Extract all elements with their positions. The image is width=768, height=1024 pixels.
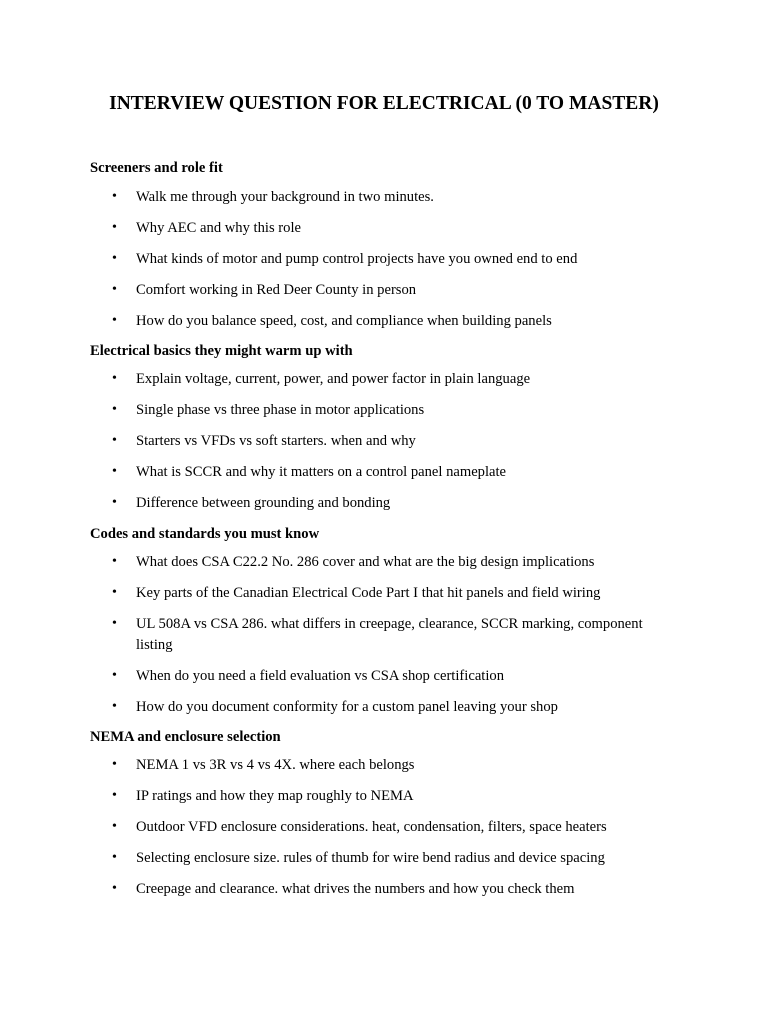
bullet-icon: • — [112, 850, 117, 866]
list-item-text: Difference between grounding and bonding — [136, 495, 391, 512]
list-item — [90, 552, 678, 573]
list-item-text: Key parts of the Canadian Electrical Code Part I that hit panels and field wiring — [136, 585, 601, 602]
list-item-text: Walk me through your background in two minutes. — [136, 188, 434, 205]
bullet-list — [90, 369, 678, 514]
list-item — [90, 280, 678, 301]
bullet-icon: • — [112, 698, 117, 714]
list-item-text: Selecting enclosure size. rules of thumb for wire bend radius and device spacing — [136, 850, 605, 867]
bullet-icon: • — [112, 585, 117, 601]
bullet-icon: • — [112, 757, 117, 773]
list-item-text: Explain voltage, current, power, and power factor in plain language — [136, 371, 531, 388]
sections-container — [90, 159, 678, 899]
list-item — [90, 614, 678, 655]
bullet-icon: • — [112, 495, 117, 511]
bullet-icon: • — [112, 219, 117, 235]
bullet-icon: • — [112, 667, 117, 683]
list-item — [90, 311, 678, 332]
bullet-list — [90, 552, 678, 717]
section-heading: Codes and standards you must know — [90, 525, 320, 542]
list-item — [90, 400, 678, 421]
bullet-icon: • — [112, 554, 117, 570]
list-item — [90, 879, 678, 900]
list-item — [90, 755, 678, 776]
list-item — [90, 786, 678, 807]
bullet-list — [90, 187, 678, 332]
list-item-text: What kinds of motor and pump control projects have you owned end to end — [136, 250, 578, 267]
list-item — [90, 583, 678, 604]
list-item-text: IP ratings and how they map roughly to NEMA — [136, 788, 414, 805]
document-title: INTERVIEW QUESTION FOR ELECTRICAL (0 TO MASTER) — [109, 93, 659, 114]
bullet-icon: • — [112, 464, 117, 480]
section-heading: Screeners and role fit — [90, 160, 223, 177]
bullet-icon: • — [112, 371, 117, 387]
bullet-icon: • — [112, 819, 117, 835]
bullet-list — [90, 755, 678, 900]
section-heading: Electrical basics they might warm up with — [90, 343, 353, 360]
bullet-icon: • — [112, 281, 117, 297]
list-item-text: Comfort working in Red Deer County in person — [136, 281, 417, 298]
list-item-text: NEMA 1 vs 3R vs 4 vs 4X. where each belongs — [136, 757, 415, 774]
list-item-text: What is SCCR and why it matters on a control panel nameplate — [136, 464, 507, 481]
list-item-text: Starters vs VFDs vs soft starters. when and why — [136, 433, 416, 450]
list-item — [90, 817, 678, 838]
list-item-text: How do you balance speed, cost, and compliance when building panels — [136, 312, 552, 329]
list-item-text: How do you document conformity for a custom panel leaving your shop — [136, 698, 558, 715]
list-item — [90, 493, 678, 514]
bullet-icon: • — [112, 881, 117, 897]
list-item-text: Why AEC and why this role — [136, 219, 301, 236]
list-item — [90, 218, 678, 239]
list-item-text: Creepage and clearance. what drives the numbers and how you check them — [136, 881, 575, 898]
bullet-icon: • — [112, 188, 117, 204]
list-item-text: What does CSA C22.2 No. 286 cover and what are the big design implications — [136, 554, 595, 571]
list-item — [90, 249, 678, 270]
list-item-text: Single phase vs three phase in motor applications — [136, 402, 425, 419]
bullet-icon: • — [112, 433, 117, 449]
list-item — [90, 666, 678, 687]
list-item — [90, 187, 678, 208]
bullet-icon: • — [112, 788, 117, 804]
list-item — [90, 697, 678, 718]
list-item — [90, 462, 678, 483]
list-item-text: Outdoor VFD enclosure considerations. heat, condensation, filters, space heaters — [136, 819, 607, 836]
list-item — [90, 369, 678, 390]
bullet-icon: • — [112, 616, 117, 632]
list-item-text: UL 508A vs CSA 286. what differs in creepage, clearance, SCCR marking, component listing — [136, 616, 643, 653]
list-item-text: When do you need a field evaluation vs CSA shop certification — [136, 667, 504, 684]
section-heading: NEMA and enclosure selection — [90, 729, 281, 746]
bullet-icon: • — [112, 312, 117, 328]
list-item — [90, 848, 678, 869]
bullet-icon: • — [112, 402, 117, 418]
list-item — [90, 431, 678, 452]
bullet-icon: • — [112, 250, 117, 266]
